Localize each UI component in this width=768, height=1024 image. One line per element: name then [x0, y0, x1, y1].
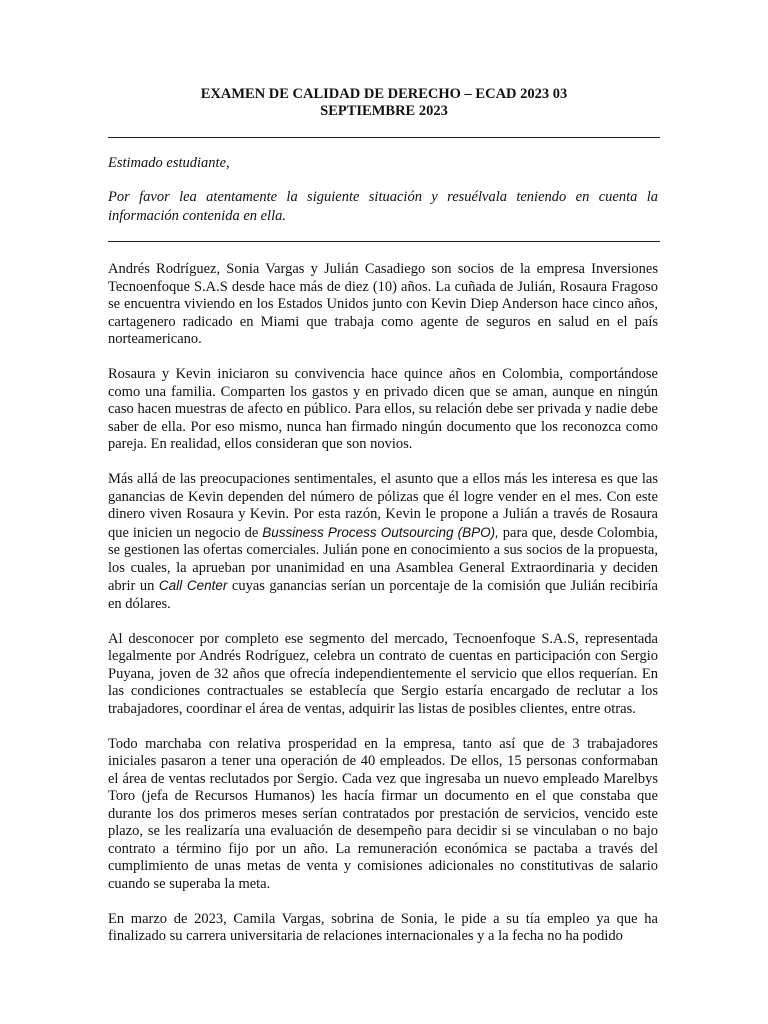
greeting: Estimado estudiante,: [108, 155, 230, 171]
paragraph-3: [108, 471, 658, 613]
case-text: [108, 261, 658, 963]
top-divider: [108, 137, 660, 138]
bpo-term: Bussiness Process Outsourcing (BPO),: [262, 524, 499, 540]
paragraph-3-part-b: para que, desde Colombia, se gestionen las ofertas comerciales. Julián pone en conocimiento a sus socios de la propuesta, los cuales, la aprueban por unanimidad en una Asamblea General Extraordinaria y deciden abrir un: [108, 524, 659, 594]
instructions: Por favor lea atentamente la siguiente situación y resuélvala teniendo en cuenta la información contenida en ella.: [108, 189, 658, 224]
paragraph-6: En marzo de 2023, Camila Vargas, sobrina de Sonia, le pide a su tía empleo ya que ha finalizado su carrera universitaria de relaciones internacionales y a la fecha no ha podido: [108, 910, 658, 944]
exam-title-line-2: SEPTIEMBRE 2023: [320, 103, 448, 119]
bottom-divider: [108, 241, 660, 242]
paragraph-3-part-a: Más allá de las preocupaciones sentimentales, el asunto que a ellos más les interesa es que las ganancias de Kevin dependen del número de pólizas que él logre vender en el mes. Con este dinero viven Rosaura y Kevin. Por esta razón, Kevin le propone a Julián a través de Rosaura que inicien un negocio de: [108, 471, 658, 541]
paragraph-5: Todo marchaba con relativa prosperidad en la empresa, tanto así que de 3 trabajadores iniciales pasaron a tener una operación de 40 empleados. De ellos, 15 personas conformaban el área de ventas reclutados por Sergio. Cada vez que ingresaba un nuevo empleado Marelbys Toro (jefa de Recursos Humanos) les hacía firmar un documento en el que constaba que durante los dos primeros meses serían contratados por prestación de servicios, vencido este plazo, se les realizaría una evaluación de desempeño para decidir si se vinculaban o no bajo contrato a término fijo por un año. La remuneración económica se pactaba a través del cumplimiento de unas metas de venta y comisiones adicionales no constitutivas de salario cuando se superaba la meta.: [108, 735, 658, 892]
exam-title-line-1: EXAMEN DE CALIDAD DE DERECHO – ECAD 2023 03: [200, 86, 568, 102]
paragraph-4: Al desconocer por completo ese segmento del mercado, Tecnoenfoque S.A.S, representada legalmente por Andrés Rodríguez, celebra un contrato de cuentas en participación con Sergio Puyana, joven de 32 años que ofrecía independientemente el servicio que ellos requerían. En las condiciones contractuales se establecía que Sergio estaría encargado de reclutar a los trabajadores, coordinar el área de ventas, adquirir las listas de posibles clientes, entre otras.: [108, 630, 658, 717]
paragraph-2: Rosaura y Kevin iniciaron su convivencia hace quince años en Colombia, comportándose como una familia. Comparten los gastos y en privado dicen que se aman, aunque en ningún caso hacen muestras de afecto en público. Para ellos, su relación debe ser privada y nadie debe saber de ella. Por eso mismo, nunca han firmado ningún documento que los reconozca como pareja. En realidad, ellos consideran que son novios.: [108, 366, 658, 452]
paragraph-3-part-c: cuyas ganancias serían un porcentaje de la comisión que Julián recibiría en dólares.: [108, 578, 658, 612]
exam-title: [0, 86, 768, 120]
paragraph-1: Andrés Rodríguez, Sonia Vargas y Julián Casadiego son socios de la empresa Inversiones Tecnoenfoque S.A.S desde hace más de diez (10) años. La cuñada de Julián, Rosaura Fragoso se encuentra viviendo en los Estados Unidos junto con Kevin Diep Anderson hace cinco años, cartagenero radicado en Miami que trabaja como agente de seguros en salud en el país norteamericano.: [108, 261, 658, 347]
call-center-term: Call Center: [158, 578, 228, 593]
